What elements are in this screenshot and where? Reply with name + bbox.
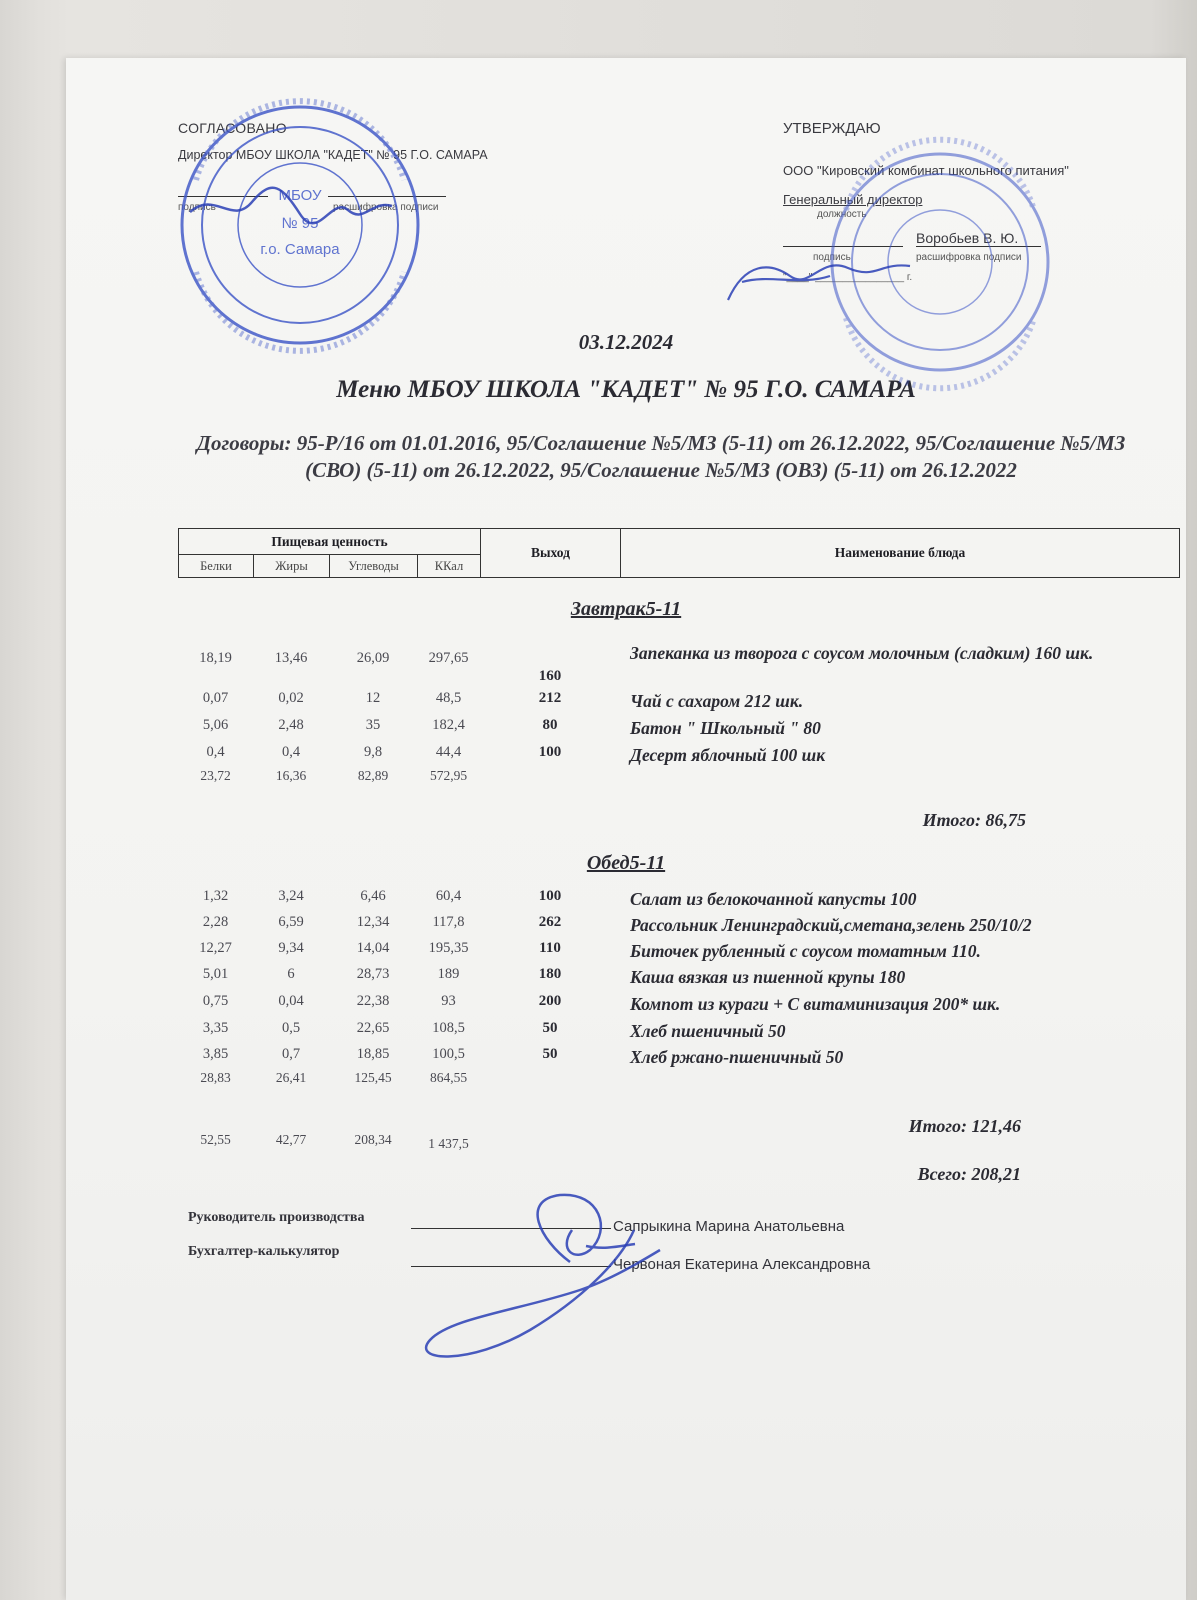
cell-output: 262 [538,914,562,930]
cell-dish-name: Компот из кураги + С витаминизация 200* шк. [630,994,1001,1014]
cell-output: 100 [538,744,562,760]
approval-left-heading: СОГЛАСОВАНО [178,120,287,136]
cell-kcal: 108,5 [432,1020,465,1036]
caption-sign-right: подпись [813,252,851,263]
cell-carbs: 35 [365,717,381,733]
subtotal-protein: 23,72 [200,768,231,783]
caption-sign-left: подпись [178,202,216,213]
sign-name-production: Сапрыкина Марина Анатольевна [613,1218,845,1235]
sign-role-production: Руководитель производства [188,1210,365,1225]
right-signature [728,265,910,300]
cell-kcal: 182,4 [432,717,465,733]
caption-position: должность [817,209,867,220]
cell-kcal: 48,5 [435,690,462,706]
left-stamp [182,101,418,351]
cell-dish-name: Биточек рубленный с соусом томатным 110. [630,941,981,961]
cell-output: 212 [538,690,562,706]
cell-output: 80 [542,717,558,733]
header-fat: Жиры [254,555,330,577]
cell-protein: 2,28 [202,914,229,930]
cell-protein: 0,75 [202,993,229,1009]
approval-date-stub: "____" ________________ г. [783,272,913,283]
header-kcal: ККал [418,555,481,577]
subtotal-carbs: 82,89 [357,768,389,783]
grand-total: Всего: 208,21 [917,1164,1021,1184]
cell-protein: 0,4 [206,744,225,760]
cell-output: 160 [538,668,562,684]
subtotal-kcal: 572,95 [429,768,468,783]
cell-kcal: 117,8 [432,914,465,930]
cell-kcal: 189 [437,966,460,982]
sign-name-accountant: Червоная Екатерина Александровна [613,1256,871,1273]
cell-protein: 5,06 [202,717,229,733]
cell-fat: 6 [287,966,295,982]
cell-carbs: 6,46 [360,888,386,904]
approval-right-position: Генеральный директор [783,192,923,207]
cell-output: 50 [542,1020,558,1036]
cell-protein: 3,85 [202,1046,229,1062]
grand-fat: 42,77 [275,1132,307,1147]
breakfast-title: Завтрак5-11 [570,598,682,620]
svg-text:№ 95: № 95 [281,215,319,232]
cell-carbs: 9,8 [363,744,383,760]
grand-protein: 52,55 [200,1132,231,1147]
cell-fat: 0,02 [278,690,304,706]
cell-output: 110 [539,940,561,956]
cell-fat: 3,24 [278,888,304,904]
cell-carbs: 18,85 [356,1046,390,1062]
subtotal-kcal: 864,55 [429,1070,468,1085]
cell-carbs: 26,09 [356,650,390,666]
cell-dish-name: Салат из белокочанной капусты 100 [630,889,917,909]
cell-fat: 0,4 [281,744,301,760]
subtotal-fat: 16,36 [275,768,307,783]
cell-fat: 2,48 [278,717,304,733]
cell-carbs: 14,04 [356,940,390,956]
cell-output: 50 [542,1046,558,1062]
cell-kcal: 60,4 [435,888,462,904]
lunch-total: Итого: 121,46 [908,1116,1021,1136]
cell-kcal: 44,4 [435,744,462,760]
cell-protein: 0,07 [202,690,229,706]
cell-kcal: 93 [441,993,456,1009]
cell-fat: 0,04 [278,993,304,1009]
cell-protein: 1,32 [202,888,229,904]
cell-carbs: 12,34 [356,914,390,930]
approval-right-signer: Воробьев В. Ю. [916,230,1019,246]
cell-fat: 0,7 [281,1046,301,1062]
sign-role-accountant: Бухгалтер-калькулятор [188,1244,340,1259]
svg-text:г.о. Самара: г.о. Самара [260,241,340,258]
cell-fat: 13,46 [274,650,308,666]
cell-dish-name: Хлеб пшеничный 50 [630,1021,786,1041]
approval-right-org: ООО "Кировский комбинат школьного питания" [783,163,1069,178]
contracts-line: Договоры: 95-Р/16 от 01.01.2016, 95/Соглашение №5/МЗ (5-11) от 26.12.2022, 95/Соглашение №5/МЗ (СВО) (5-11) от 26.12.2022, 95/Соглашение №5/МЗ (ОВЗ) (5-11) от 26.12.2022 [196,431,1126,482]
cell-protein: 5,01 [202,966,229,982]
cell-kcal: 100,5 [432,1046,465,1062]
breakfast-total: Итого: 86,75 [922,810,1026,830]
caption-decode-right: расшифровка подписи [916,252,1022,263]
cell-kcal: 297,65 [428,650,469,666]
subtotal-carbs: 125,45 [354,1070,392,1085]
cell-dish-name: Хлеб ржано-пшеничный 50 [630,1047,844,1067]
cell-carbs: 12 [365,690,381,706]
header-output: Выход [481,529,621,577]
grand-carbs: 208,34 [354,1132,392,1147]
cell-dish-name: Запеканка из творога с соусом молочным (сладким) 160 шк. [630,643,1094,663]
cell-fat: 6,59 [278,914,304,930]
cell-output: 100 [538,888,562,904]
cell-protein: 18,19 [199,650,232,666]
lunch-title: Обед5-11 [586,852,666,874]
cell-carbs: 22,38 [356,993,390,1009]
cell-output: 200 [538,993,562,1009]
header-carbs: Углеводы [330,555,418,577]
cell-dish-name: Батон " Школьный " 80 [630,718,821,738]
cell-protein: 3,35 [202,1020,229,1036]
cell-dish-name: Каша вязкая из пшенной крупы 180 [630,967,906,987]
svg-text:МБОУ: МБОУ [278,187,322,204]
grand-kcal: 1 437,5 [428,1136,469,1151]
cell-kcal: 195,35 [428,940,469,956]
cell-carbs: 22,65 [356,1020,390,1036]
subtotal-protein: 28,83 [200,1070,231,1085]
cell-carbs: 28,73 [356,966,390,982]
cell-dish-name: Десерт яблочный 100 шк [630,745,826,765]
subtotal-fat: 26,41 [275,1070,307,1085]
cell-fat: 0,5 [281,1020,301,1036]
cell-output: 180 [538,966,562,982]
cell-fat: 9,34 [278,940,304,956]
cell-dish-name: Чай с сахаром 212 шк. [630,691,804,711]
header-protein: Белки [179,555,254,577]
right-stamp [832,140,1048,389]
header-dish-name: Наименование блюда [834,545,966,560]
menu-title: Меню МБОУ ШКОЛА "КАДЕТ" № 95 Г.О. САМАРА [336,376,916,403]
caption-decode-left: расшифровка подписи [333,202,439,213]
approval-right-heading: УТВЕРЖДАЮ [783,120,881,137]
cell-protein: 12,27 [199,940,232,956]
cell-dish-name: Рассольник Ленинградский,сметана,зелень 250/10/2 [630,915,1032,935]
accountant-signature [426,1230,660,1356]
header-nutrition: Пищевая ценность [179,529,481,555]
menu-date: 03.12.2024 [578,330,674,354]
approval-left-line: Директор МБОУ ШКОЛА "КАДЕТ" № 95 Г.О. САМАРА [178,148,488,162]
